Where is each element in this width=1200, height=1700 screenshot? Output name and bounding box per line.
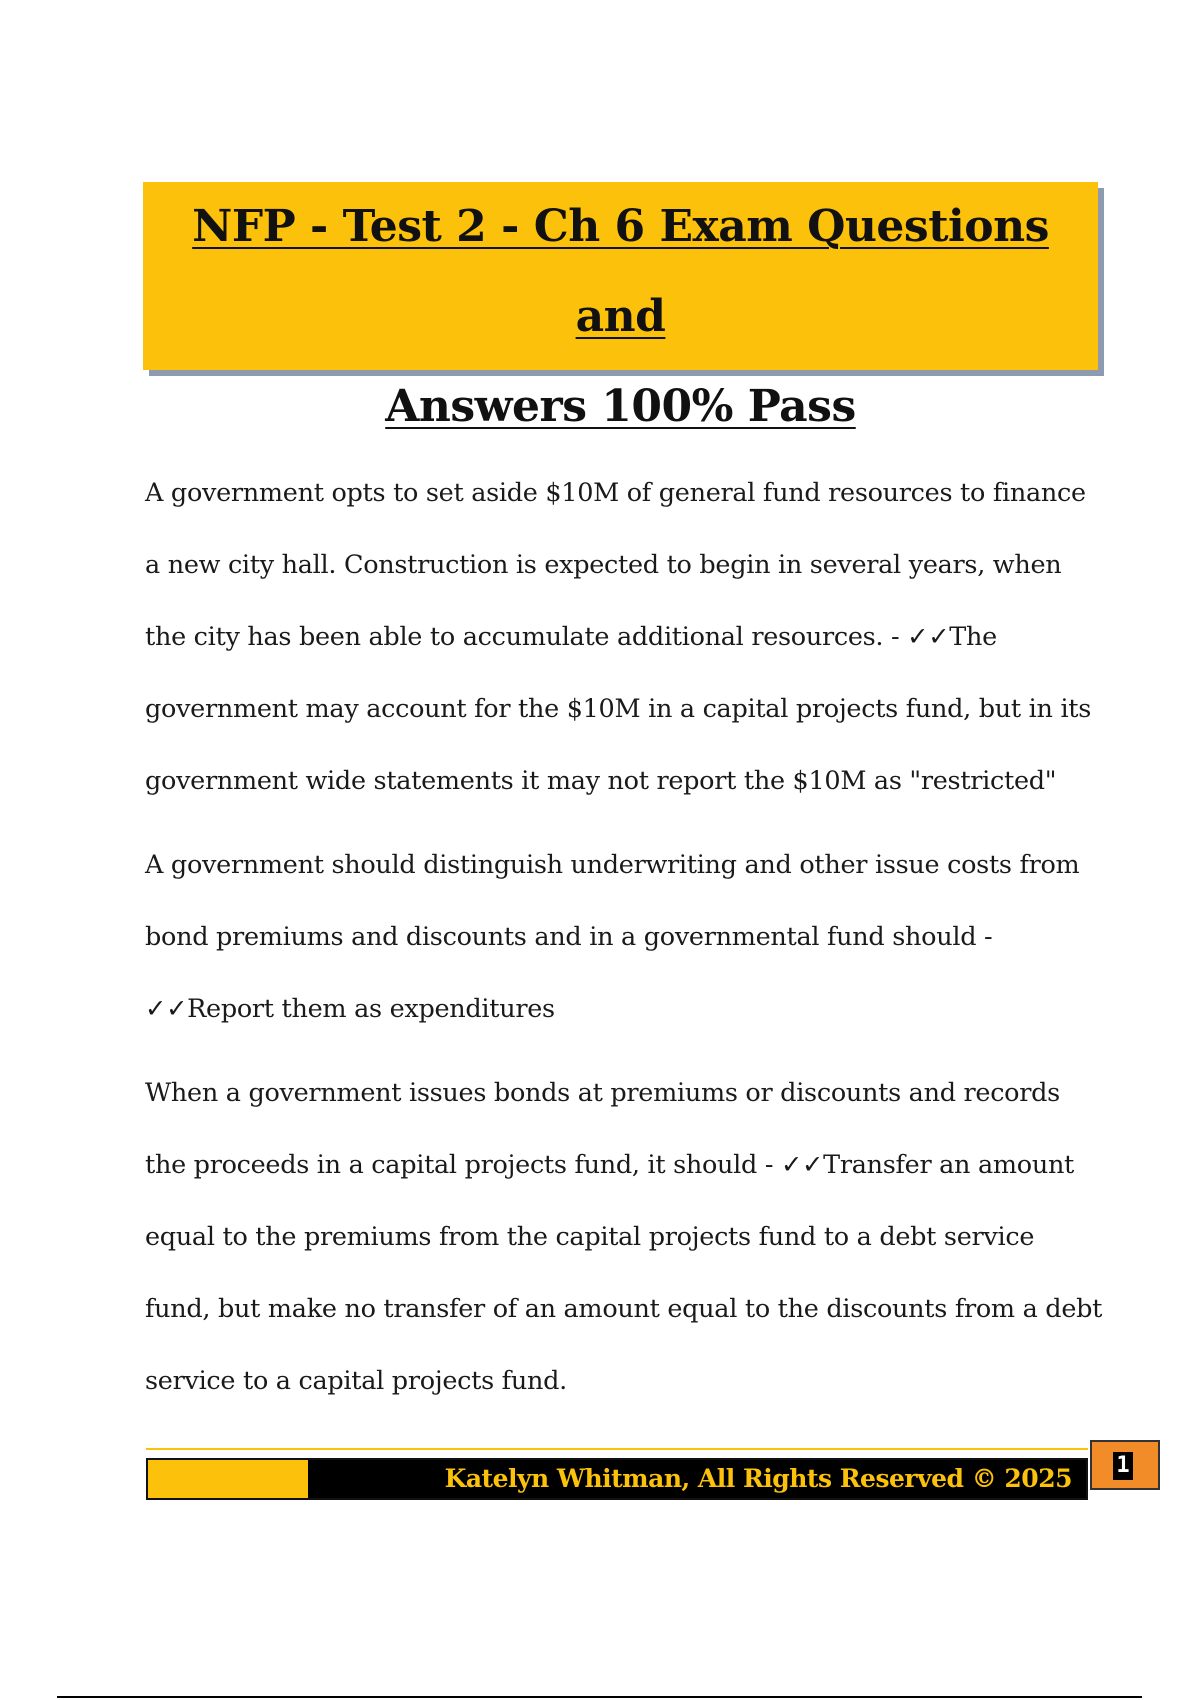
- qa-item-1: A government opts to set aside $10M of general fund resources to finance a new city hall. Construction is expected to begin in several years, when the city has been able to accumulate additional resources. - ✓✓The government may account for the $10M in a capital projects fund, but in its government wide statements it may not report the $10M as "restricted": [145, 478, 1092, 796]
- page-bottom-divider: [57, 1696, 1142, 1698]
- footer-copyright: Katelyn Whitman, All Rights Reserved © 2025: [444, 1464, 1072, 1493]
- document-body: [145, 457, 1105, 1429]
- document-title-line-2: Answers 100% Pass: [385, 381, 856, 432]
- document-title-line-1: NFP - Test 2 - Ch 6 Exam Questions and: [192, 201, 1049, 342]
- page-number: 1: [1113, 1452, 1133, 1480]
- page-number-badge: [1090, 1440, 1160, 1490]
- qa-item-3: When a government issues bonds at premiums or discounts and records the proceeds in a capital projects fund, it should - ✓✓Transfer an amount equal to the premiums from the capital projects fund to a debt service fund, but make no transfer of an amount equal to the discounts from a debt service to a capital projects fund.: [145, 1078, 1103, 1396]
- title-banner: [143, 182, 1098, 432]
- qa-item-2: A government should distinguish underwriting and other issue costs from bond premiums and discounts and in a governmental fund should - ✓✓Report them as expenditures: [145, 850, 1080, 1024]
- footer-bar: [146, 1458, 1088, 1500]
- footer-divider: [146, 1448, 1088, 1450]
